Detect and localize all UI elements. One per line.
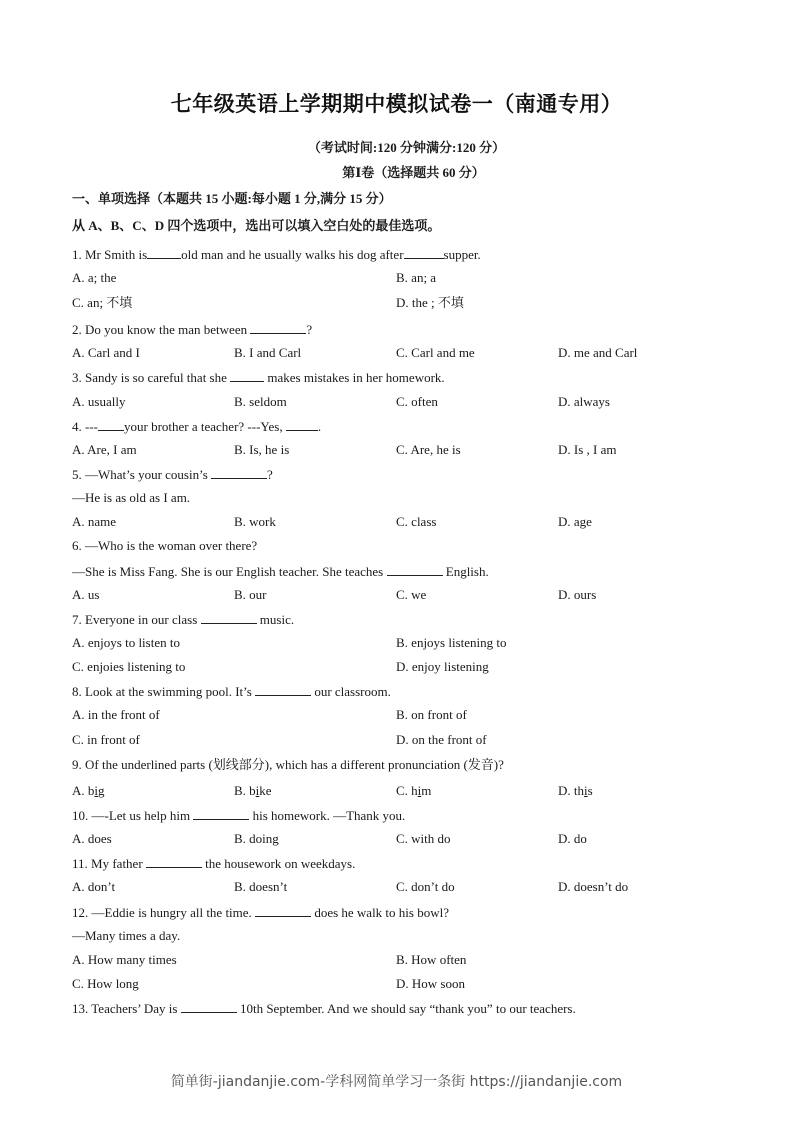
- question-4: 4. --- your brother a teacher? ---Yes, .: [72, 419, 322, 434]
- option-b: B. work: [234, 514, 276, 529]
- option-c: C. in front of: [72, 732, 140, 747]
- option-c: C. often: [396, 394, 438, 409]
- option-b: B. enjoys listening to: [396, 635, 507, 650]
- option-b: B. Is, he is: [234, 442, 290, 457]
- question-10: 10. —-Let us help him his homework. —Thank you.: [72, 808, 406, 823]
- question-5: 5. —What’s your cousin’s ?: [72, 467, 273, 482]
- option-d: D. this: [558, 783, 593, 798]
- option-b: B. an; a: [396, 270, 437, 285]
- option-c: C. an; 不填: [72, 295, 133, 310]
- underlined-letter: i: [417, 783, 422, 798]
- question-5-reply: —He is as old as I am.: [72, 490, 191, 505]
- option-d: D. do: [558, 831, 587, 846]
- question-3: 3. Sandy is so careful that she makes mistakes in her homework.: [72, 370, 445, 385]
- question-11: 11. My father the housework on weekdays.: [72, 856, 356, 871]
- underlined-letter: i: [94, 783, 99, 798]
- question-8: 8. Look at the swimming pool. It’s our classroom.: [72, 684, 391, 699]
- section-heading: 一、单项选择（本题共 15 小题:每小题 1 分,满分 15 分）: [72, 191, 392, 206]
- question-12-reply: —Many times a day.: [72, 928, 181, 943]
- option-c: C. him: [396, 783, 432, 798]
- answer-blank: [404, 246, 444, 259]
- option-d: D. How soon: [396, 976, 465, 991]
- option-c: C. with do: [396, 831, 451, 846]
- answer-blank: [181, 1000, 237, 1013]
- option-c: C. enjoies listening to: [72, 659, 186, 674]
- option-a: A. don’t: [72, 879, 116, 894]
- option-d: D. ours: [558, 587, 597, 602]
- volume-heading: 第Ⅰ卷（选择题共 60 分）: [342, 165, 485, 180]
- option-d: D. age: [558, 514, 592, 529]
- answer-blank: [250, 321, 306, 334]
- option-c: C. How long: [72, 976, 139, 991]
- option-c: C. Carl and me: [396, 345, 475, 360]
- watermark-footer: 简单街-jiandanjie.com-学科网简单学习一条街 https://jiandanjie.com: [170, 1074, 623, 1090]
- option-b: B. seldom: [234, 394, 287, 409]
- question-2: 2. Do you know the man between ?: [72, 322, 313, 337]
- option-c: C. Are, he is: [396, 442, 461, 457]
- option-b: B. How often: [396, 952, 467, 967]
- option-d: D. on the front of: [396, 732, 487, 747]
- option-a: A. Carl and I: [72, 345, 140, 360]
- option-a: A. usually: [72, 394, 126, 409]
- answer-blank: [255, 683, 311, 696]
- answer-blank: [201, 611, 257, 624]
- answer-blank: [286, 418, 318, 431]
- answer-blank: [387, 563, 443, 576]
- answer-blank: [211, 466, 267, 479]
- option-a: A. Are, I am: [72, 442, 137, 457]
- option-d: D. enjoy listening: [396, 659, 489, 674]
- option-d: D. always: [558, 394, 610, 409]
- option-b: B. I and Carl: [234, 345, 302, 360]
- option-b: B. our: [234, 587, 267, 602]
- option-a: A. in the front of: [72, 707, 160, 722]
- answer-blank: [255, 904, 311, 917]
- exam-info: （考试时间:120 分钟满分:120 分）: [307, 140, 506, 155]
- option-c: C. don’t do: [396, 879, 455, 894]
- answer-blank: [146, 855, 202, 868]
- answer-blank: [147, 246, 181, 259]
- option-d: D. doesn’t do: [558, 879, 629, 894]
- option-a: A. How many times: [72, 952, 177, 967]
- underlined-letter: i: [255, 783, 260, 798]
- option-d: D. Is , I am: [558, 442, 617, 457]
- option-d: D. me and Carl: [558, 345, 638, 360]
- answer-blank: [193, 807, 249, 820]
- option-c: C. we: [396, 587, 427, 602]
- underlined-letter: i: [584, 783, 588, 798]
- option-d: D. the ; 不填: [396, 295, 464, 310]
- question-7: 7. Everyone in our class music.: [72, 612, 295, 627]
- option-b: B. on front of: [396, 707, 467, 722]
- option-b: B. bike: [234, 783, 272, 798]
- option-b: B. doesn’t: [234, 879, 288, 894]
- option-b: B. doing: [234, 831, 279, 846]
- question-12: 12. —Eddie is hungry all the time. does he walk to his bowl?: [72, 905, 449, 920]
- answer-blank: [98, 418, 124, 431]
- option-a: A. name: [72, 514, 117, 529]
- question-13: 13. Teachers’ Day is 10th September. And we should say “thank you” to our teachers.: [72, 1001, 576, 1016]
- question-1: 1. Mr Smith is old man and he usually walks his dog after supper.: [72, 247, 481, 262]
- page-title: 七年级英语上学期期中模拟试卷一（南通专用）: [170, 92, 623, 116]
- question-9: 9. Of the underlined parts (划线部分), which has a different pronunciation (发音)?: [72, 757, 504, 772]
- option-a: A. us: [72, 587, 100, 602]
- option-a: A. enjoys to listen to: [72, 635, 180, 650]
- option-c: C. class: [396, 514, 437, 529]
- instruction: 从 A、B、C、D 四个选项中，选出可以填入空白处的最佳选项。: [72, 218, 441, 233]
- answer-blank: [230, 369, 264, 382]
- option-a: A. a; the: [72, 270, 117, 285]
- option-a: A. does: [72, 831, 112, 846]
- question-6-reply: —She is Miss Fang. She is our English teacher. She teaches English.: [72, 564, 489, 579]
- question-6: 6. —Who is the woman over there?: [72, 538, 258, 553]
- option-a: A. big: [72, 783, 105, 798]
